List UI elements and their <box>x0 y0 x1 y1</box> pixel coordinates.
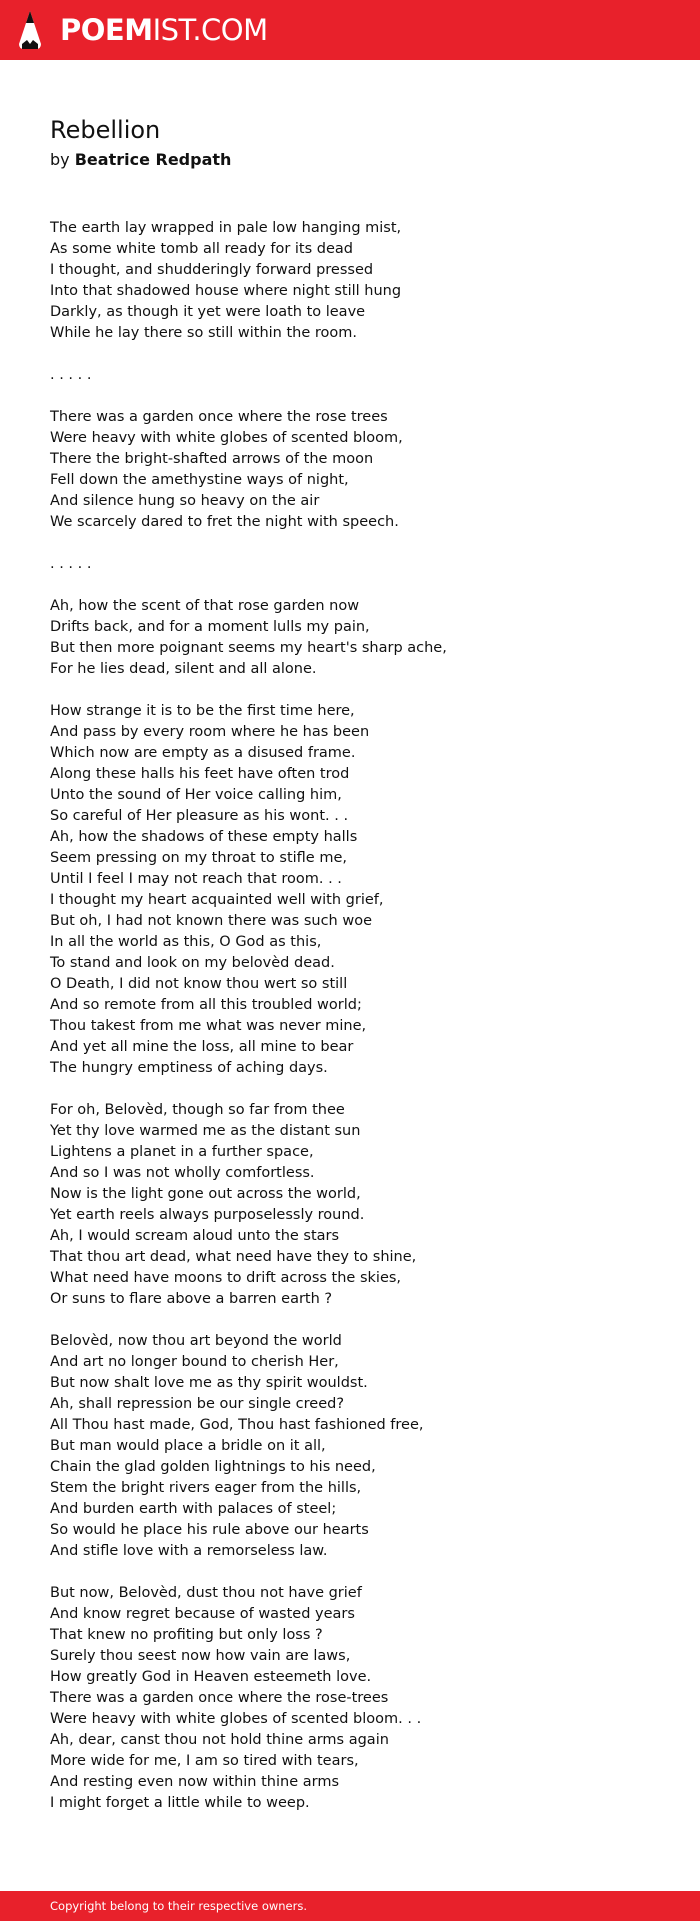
poem-line: I thought my heart acquainted well with grief, <box>50 892 384 908</box>
poem-line: Thou takest from me what was never mine, <box>50 1018 367 1034</box>
site-logo[interactable] <box>60 12 268 47</box>
poem-line: Ah, how the shadows of these empty halls <box>50 829 358 845</box>
poem-body <box>50 218 670 1835</box>
poem-line: So would he place his rule above our hearts <box>50 1522 369 1538</box>
poem-line: There was a garden once where the rose trees <box>50 409 388 425</box>
poem-line: And know regret because of wasted years <box>50 1606 355 1622</box>
poem-line: More wide for me, I am so tired with tears, <box>50 1753 359 1769</box>
poem-line: We scarcely dared to fret the night with speech. <box>50 514 399 530</box>
copyright-text: Copyright belong to their respective owners. <box>50 1899 308 1913</box>
poem-line: But now shalt love me as thy spirit wouldst. <box>50 1375 368 1391</box>
poem-line: Drifts back, and for a moment lulls my pain, <box>50 619 370 635</box>
poem-line: What need have moons to drift across the skies, <box>50 1270 402 1286</box>
poem-line: To stand and look on my belovèd dead. <box>50 955 335 971</box>
poem-line: But now, Belovèd, dust thou not have grief <box>50 1585 362 1601</box>
poem-line: And yet all mine the loss, all mine to bear <box>50 1039 354 1055</box>
poem-line: There was a garden once where the rose-trees <box>50 1690 389 1706</box>
poem-line: And burden earth with palaces of steel; <box>50 1501 337 1517</box>
poem-line: How strange it is to be the first time here, <box>50 703 355 719</box>
author-name: Beatrice Redpath <box>74 150 232 169</box>
site-header <box>0 0 700 60</box>
poem-line: In all the world as this, O God as this, <box>50 934 322 950</box>
poem-line: There the bright-shafted arrows of the moon <box>50 451 374 467</box>
poem-title: Rebellion <box>50 116 161 144</box>
poem-line: Yet thy love warmed me as the distant sun <box>50 1123 361 1139</box>
poem-line: And resting even now within thine arms <box>50 1774 339 1790</box>
poem-line: Along these halls his feet have often trod <box>50 766 350 782</box>
poem-line: Seem pressing on my throat to stifle me, <box>50 850 347 866</box>
stanza <box>50 1583 670 1814</box>
poem-line: Surely thou seest now how vain are laws, <box>50 1648 351 1664</box>
poem-line: For he lies dead, silent and all alone. <box>50 661 317 677</box>
stanza <box>50 218 670 344</box>
poem-line: While he lay there so still within the room. <box>50 325 357 341</box>
poem-line: Until I feel I may not reach that room. . . <box>50 871 342 887</box>
poem-line: And pass by every room where he has been <box>50 724 370 740</box>
poem-line: Or suns to flare above a barren earth ? <box>50 1291 333 1307</box>
stanza <box>50 701 670 1079</box>
poem-line: . . . . . <box>50 367 92 383</box>
poem-line: Lightens a planet in a further space, <box>50 1144 314 1160</box>
poem-line: Which now are empty as a disused frame. <box>50 745 356 761</box>
poem-line: Stem the bright rivers eager from the hills, <box>50 1480 362 1496</box>
by-label: by <box>50 150 70 169</box>
poem-line: O Death, I did not know thou wert so still <box>50 976 348 992</box>
poem-line: Darkly, as though it yet were loath to leave <box>50 304 366 320</box>
poem-line: How greatly God in Heaven esteemeth love. <box>50 1669 372 1685</box>
stanza <box>50 1331 670 1562</box>
poem-line: Yet earth reels always purposelessly round. <box>50 1207 365 1223</box>
stanza <box>50 407 670 533</box>
poem-line: I might forget a little while to weep. <box>50 1795 310 1811</box>
logo-bold-text: POEM <box>60 12 153 47</box>
poem-line: The hungry emptiness of aching days. <box>50 1060 328 1076</box>
poem-line: And silence hung so heavy on the air <box>50 493 320 509</box>
poem-line: I thought, and shudderingly forward pressed <box>50 262 374 278</box>
poem-line: And stifle love with a remorseless law. <box>50 1543 328 1559</box>
poem-line: And so I was not wholly comfortless. <box>50 1165 315 1181</box>
poem-line: Belovèd, now thou art beyond the world <box>50 1333 342 1349</box>
poem-line: Ah, shall repression be our single creed? <box>50 1396 345 1412</box>
poem-line: But then more poignant seems my heart's sharp ache, <box>50 640 447 656</box>
poem-line: But oh, I had not known there was such woe <box>50 913 373 929</box>
poem-line: Into that shadowed house where night still hung <box>50 283 402 299</box>
poem-line: All Thou hast made, God, Thou hast fashioned free, <box>50 1417 424 1433</box>
stanza <box>50 365 670 386</box>
stanza <box>50 1100 670 1310</box>
poem-line: Ah, I would scream aloud unto the stars <box>50 1228 340 1244</box>
byline <box>50 149 231 171</box>
poem-line: But man would place a bridle on it all, <box>50 1438 326 1454</box>
stanza <box>50 596 670 680</box>
poem-line: Unto the sound of Her voice calling him, <box>50 787 342 803</box>
poem-line: Fell down the amethystine ways of night, <box>50 472 349 488</box>
poem-line: Now is the light gone out across the world, <box>50 1186 361 1202</box>
poem-heading <box>50 115 231 171</box>
poem-line: Ah, dear, canst thou not hold thine arms again <box>50 1732 389 1748</box>
poem-line: The earth lay wrapped in pale low hanging mist, <box>50 220 402 236</box>
stanza <box>50 554 670 575</box>
site-footer <box>0 1891 700 1921</box>
logo-light-text: IST.COM <box>152 12 268 47</box>
poem-line: So careful of Her pleasure as his wont. . . <box>50 808 349 824</box>
poem-line: . . . . . <box>50 556 92 572</box>
pencil-tip-icon[interactable] <box>18 10 42 50</box>
poem-line: And art no longer bound to cherish Her, <box>50 1354 339 1370</box>
poem-line: Were heavy with white globes of scented bloom, <box>50 430 403 446</box>
poem-line: And so remote from all this troubled world; <box>50 997 362 1013</box>
poem-line: Ah, how the scent of that rose garden now <box>50 598 360 614</box>
poem-line: That knew no profiting but only loss ? <box>50 1627 323 1643</box>
poem-line: Were heavy with white globes of scented bloom. . . <box>50 1711 422 1727</box>
poem-line: Chain the glad golden lightnings to his need, <box>50 1459 376 1475</box>
poem-line: As some white tomb all ready for its dead <box>50 241 353 257</box>
poem-line: That thou art dead, what need have they to shine, <box>50 1249 417 1265</box>
poem-line: For oh, Belovèd, though so far from thee <box>50 1102 345 1118</box>
